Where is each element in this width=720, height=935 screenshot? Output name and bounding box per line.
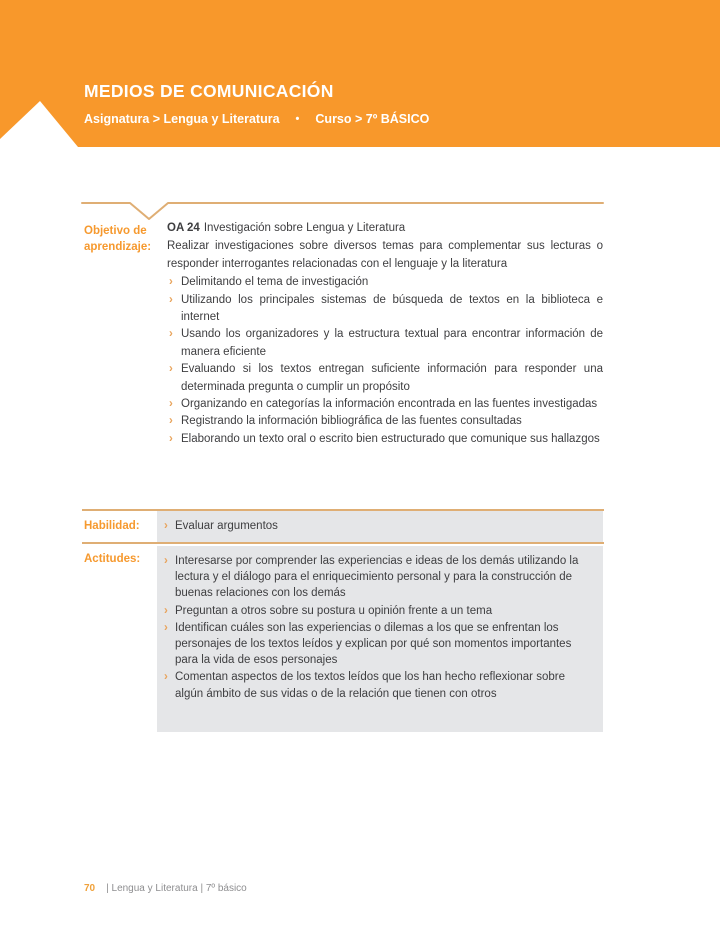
list-item-text: Evaluar argumentos [175,520,278,532]
breadcrumb-course: Curso > 7º BÁSICO [315,112,430,126]
list-item-text: Interesarse por comprender las experiencias e ideas de los demás utilizando la lectura y el diálogo para el enriquecimiento personal y para la construcción de buenas relaciones con los demás [175,555,579,600]
list-item [167,361,603,396]
bullet-icon: › [169,363,173,376]
bullet-icon: › [164,520,168,532]
objetivo-bullet-list [167,274,603,448]
list-item [157,669,593,701]
bullet-icon: › [164,671,168,684]
page-footer [84,883,247,894]
list-item [167,274,603,291]
bullet-icon: › [169,398,173,411]
list-item [157,553,593,602]
list-item-text: Usando los organizadores y la estructura textual para encontrar información de manera eficiente [181,328,603,358]
separator-dot-icon: • [295,113,300,125]
bullet-icon: › [169,328,173,341]
list-item-text: Registrando la información bibliográfica de las fuentes consultadas [181,415,522,428]
bullet-icon: › [169,415,173,428]
list-item [167,396,603,413]
breadcrumb-subject: Asignatura > Lengua y Literatura [84,112,280,126]
list-item-text: Elaborando un texto oral o escrito bien estructurado que comunique sus hallazgos [181,432,600,445]
list-item [167,292,603,327]
corner-notch-triangle [0,101,80,147]
objetivo-label: Objetivo de aprendizaje: [84,225,152,253]
divider-line [82,542,604,544]
actitudes-panel [157,546,603,732]
bullet-icon: › [169,276,173,289]
list-item [167,326,603,361]
breadcrumb [84,112,429,126]
actitudes-label: Actitudes: [84,553,141,565]
list-item-text: Organizando en categorías la información encontrada en las fuentes investigadas [181,398,598,411]
page-title: MEDIOS DE COMUNICACIÓN [84,81,334,101]
list-item-text: Evaluando si los textos entregan suficiente información para responder una determinada pregunta o cumplir un propósito [181,363,603,393]
oa-heading [167,220,603,237]
list-item [157,518,593,534]
habilidad-bullet-list [157,511,603,534]
list-item [157,603,593,619]
bullet-icon: › [164,621,168,634]
list-item-text: Preguntan a otros sobre su postura u opinión frente a un tema [175,604,493,617]
list-item-text: Utilizando los principales sistemas de búsqueda de textos en la biblioteca e internet [181,293,603,324]
bullet-icon: › [169,293,173,306]
list-item-text: Identifican cuáles son las experiencias o dilemas a los que se enfrentan los personajes de los textos leídos y explican por qué son momentos importantes para la vida de esos personajes [175,621,572,667]
habilidad-panel [157,511,603,542]
header-band [0,0,720,147]
actitudes-bullet-list [157,546,603,702]
bullet-icon: › [169,432,173,445]
list-item-text: Comentan aspectos de los textos leídos que los han hecho reflexionar sobre algún ámbito de sus vidas o de la relación que tienen con otros [175,671,565,700]
oa-code: OA 24 [167,222,200,234]
page-number: 70 [84,883,96,894]
list-item-text: Delimitando el tema de investigación [181,276,369,289]
oa-title: Investigación sobre Lengua y Literatura [203,222,406,234]
bullet-icon: › [164,555,168,567]
footer-text: | Lengua y Literatura | 7º básico [106,883,247,894]
list-item [167,431,603,448]
habilidad-label: Habilidad: [84,520,140,532]
list-item [157,620,593,669]
bullet-icon: › [164,604,168,617]
objetivo-content [167,220,603,448]
list-item [167,413,603,430]
oa-description: Realizar investigaciones sobre diversos temas para complementar sus lecturas o responder interrogantes relacionadas con el lenguaje y la literatura [167,240,603,270]
